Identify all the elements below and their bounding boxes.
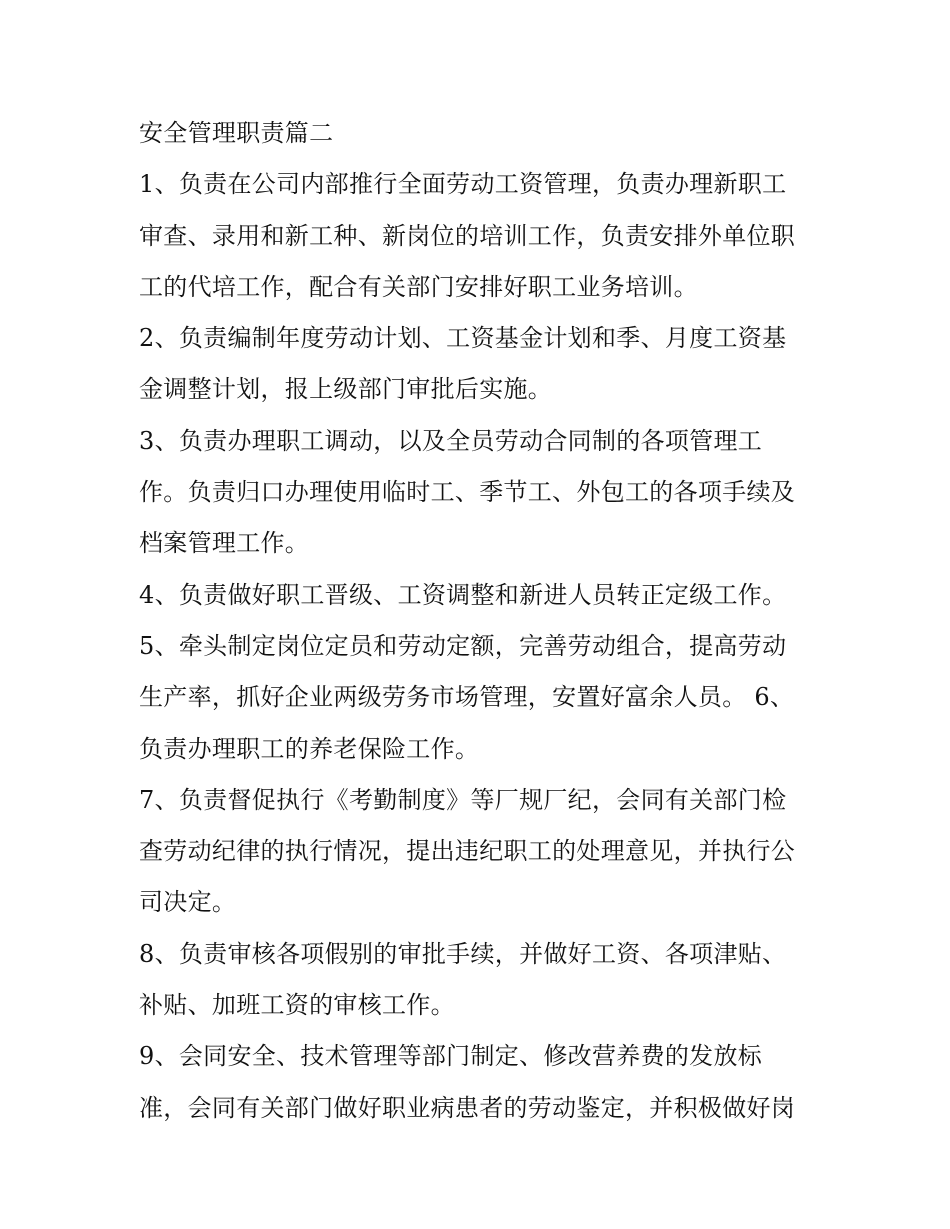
text-line: 准，会同有关部门做好职业病患者的劳动鉴定，并积极做好岗 xyxy=(139,1093,796,1122)
text-line: 负责办理职工的养老保险工作。 xyxy=(139,734,480,763)
text-line: 2、负责编制年度劳动计划、工资基金计划和季、月度工资基 xyxy=(139,324,787,353)
text-line: 补贴、加班工资的审核工作。 xyxy=(139,991,455,1020)
text-line: 8、负责审核各项假别的审批手续，并做好工资、各项津贴、 xyxy=(139,939,787,968)
text-line: 4、负责做好职工晋级、工资调整和新进人员转正定级工作。 xyxy=(139,580,787,609)
text-line: 生产率，抓好企业两级劳务市场管理，安置好富余人员。 6、 xyxy=(139,683,795,712)
text-line: 1、负责在公司内部推行全面劳动工资管理，负责办理新职工 xyxy=(139,170,787,199)
text-line: 工的代培工作，配合有关部门安排好职工业务培训。 xyxy=(139,272,698,301)
text-line: 查劳动纪律的执行情况，提出违纪职工的处理意见，并执行公 xyxy=(139,837,796,866)
text-line: 7、负责督促执行《考勤制度》等厂规厂纪，会同有关部门检 xyxy=(139,785,787,814)
document-body xyxy=(139,108,829,1134)
text-line: 司决定。 xyxy=(139,888,237,917)
text-line: 金调整计划，报上级部门审批后实施。 xyxy=(139,375,553,404)
text-line: 审查、录用和新工种、新岗位的培训工作，负责安排外单位职 xyxy=(139,221,796,250)
text-line: 9、会同安全、技术管理等部门制定、修改营养费的发放标 xyxy=(139,1042,763,1071)
document-title: 安全管理职责篇二 xyxy=(139,119,334,147)
text-line: 5、牵头制定岗位定员和劳动定额，完善劳动组合，提高劳动 xyxy=(139,631,787,660)
text-line: 3、负责办理职工调动，以及全员劳动合同制的各项管理工 xyxy=(139,426,763,455)
text-line: 作。负责归口办理使用临时工、季节工、外包工的各项手续及 xyxy=(139,478,796,507)
text-line: 档案管理工作。 xyxy=(139,529,310,558)
